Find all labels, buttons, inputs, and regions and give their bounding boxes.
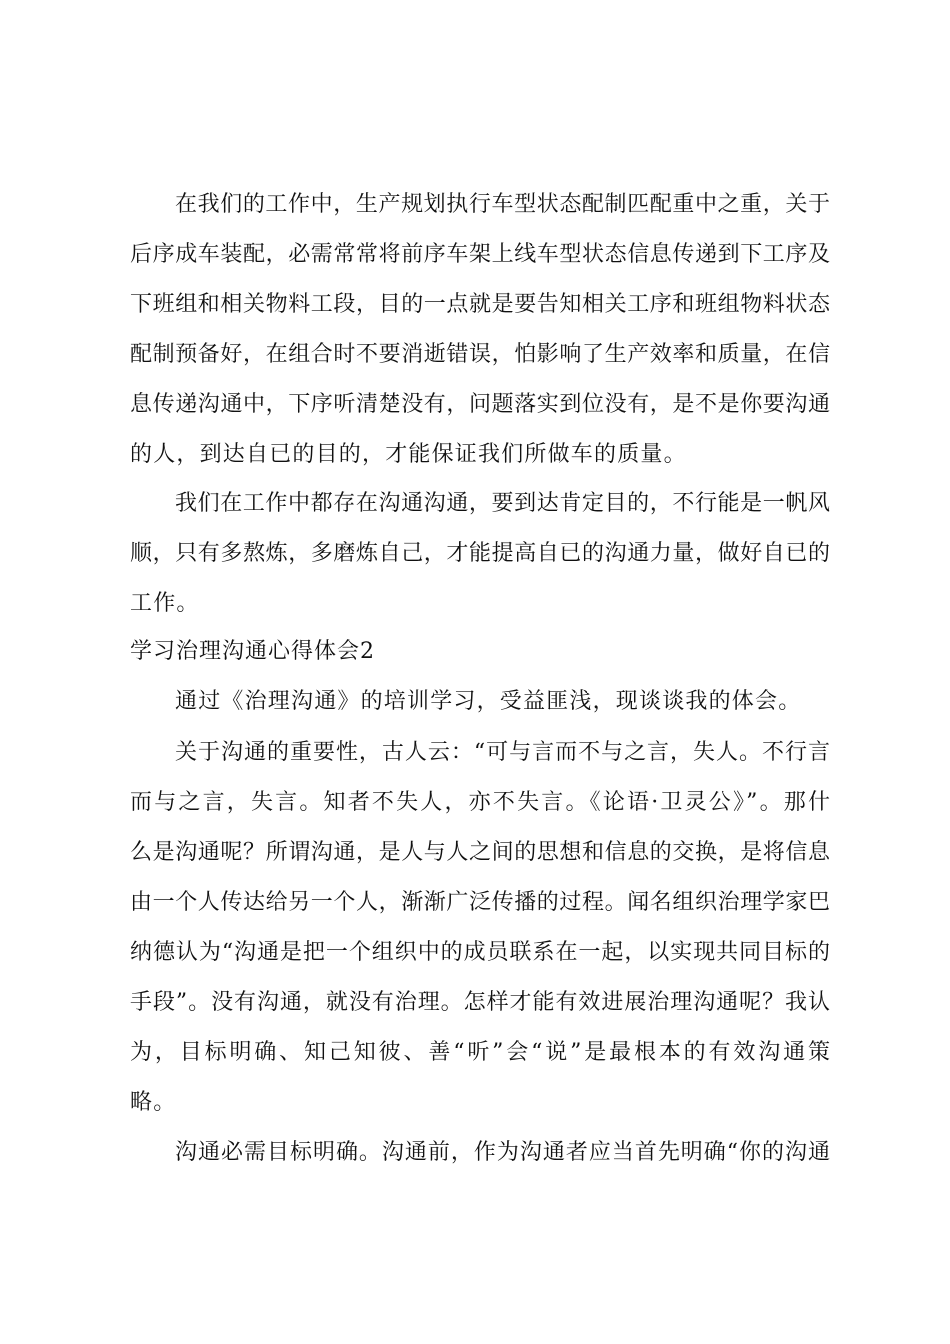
paragraph-line: 我们在工作中都存在沟通沟通，要到达肯定目的，不行能是一帆风 [175,491,830,516]
paragraph-line: 在我们的工作中，生产规划执行车型状态配制匹配重中之重，关于 [175,192,830,217]
paragraph-line: 通过《治理沟通》的培训学习，受益匪浅，现谈谈我的体会。 [175,689,802,714]
paragraph-line: 么是沟通呢？所谓沟通，是人与人之间的思想和信息的交换，是将信息 [130,840,830,865]
paragraph-line: 纳德认为“沟通是把一个组织中的成员联系在一起，以实现共同目标的 [130,940,830,965]
paragraph-line: 的人，到达自已的目的，才能保证我们所做车的质量。 [130,442,687,467]
paragraph-line: 工作。 [130,591,200,616]
paragraph-line: 由一个人传达给另一个人，渐渐广泛传播的过程。闻名组织治理学家巴 [130,890,830,915]
paragraph-line: 下班组和相关物料工段，目的一点就是要告知相关工序和班组物料状态 [130,292,830,317]
paragraph-line: 而与之言，失言。知者不失人，亦不失言。《论语·卫灵公》”。那什 [130,790,830,815]
paragraph-line: 沟通必需目标明确。沟通前，作为沟通者应当首先明确“你的沟通 [175,1140,830,1165]
paragraph-line: 配制预备好，在组合时不要消逝错误，怕影响了生产效率和质量，在信 [130,342,830,367]
paragraph-line: 为，目标明确、知己知彼、善“听”会“说”是最根本的有效沟通策 [130,1040,830,1065]
paragraph-line: 手段”。没有沟通，就没有治理。怎样才能有效进展治理沟通呢？我认 [130,990,830,1015]
paragraph-line: 略。 [130,1090,177,1115]
paragraph-line: 关于沟通的重要性，古人云：“可与言而不与之言，失人。不行言 [175,740,830,765]
paragraph-line: 后序成车装配，必需常常将前序车架上线车型状态信息传递到下工序及 [130,242,830,267]
paragraph-line: 息传递沟通中，下序听清楚没有，问题落实到位没有，是不是你要沟通 [130,392,830,417]
paragraph-line: 顺，只有多熬炼，多磨炼自己，才能提高自已的沟通力量，做好自已的 [130,541,830,566]
section-heading: 学习治理沟通心得体会2 [130,639,375,664]
